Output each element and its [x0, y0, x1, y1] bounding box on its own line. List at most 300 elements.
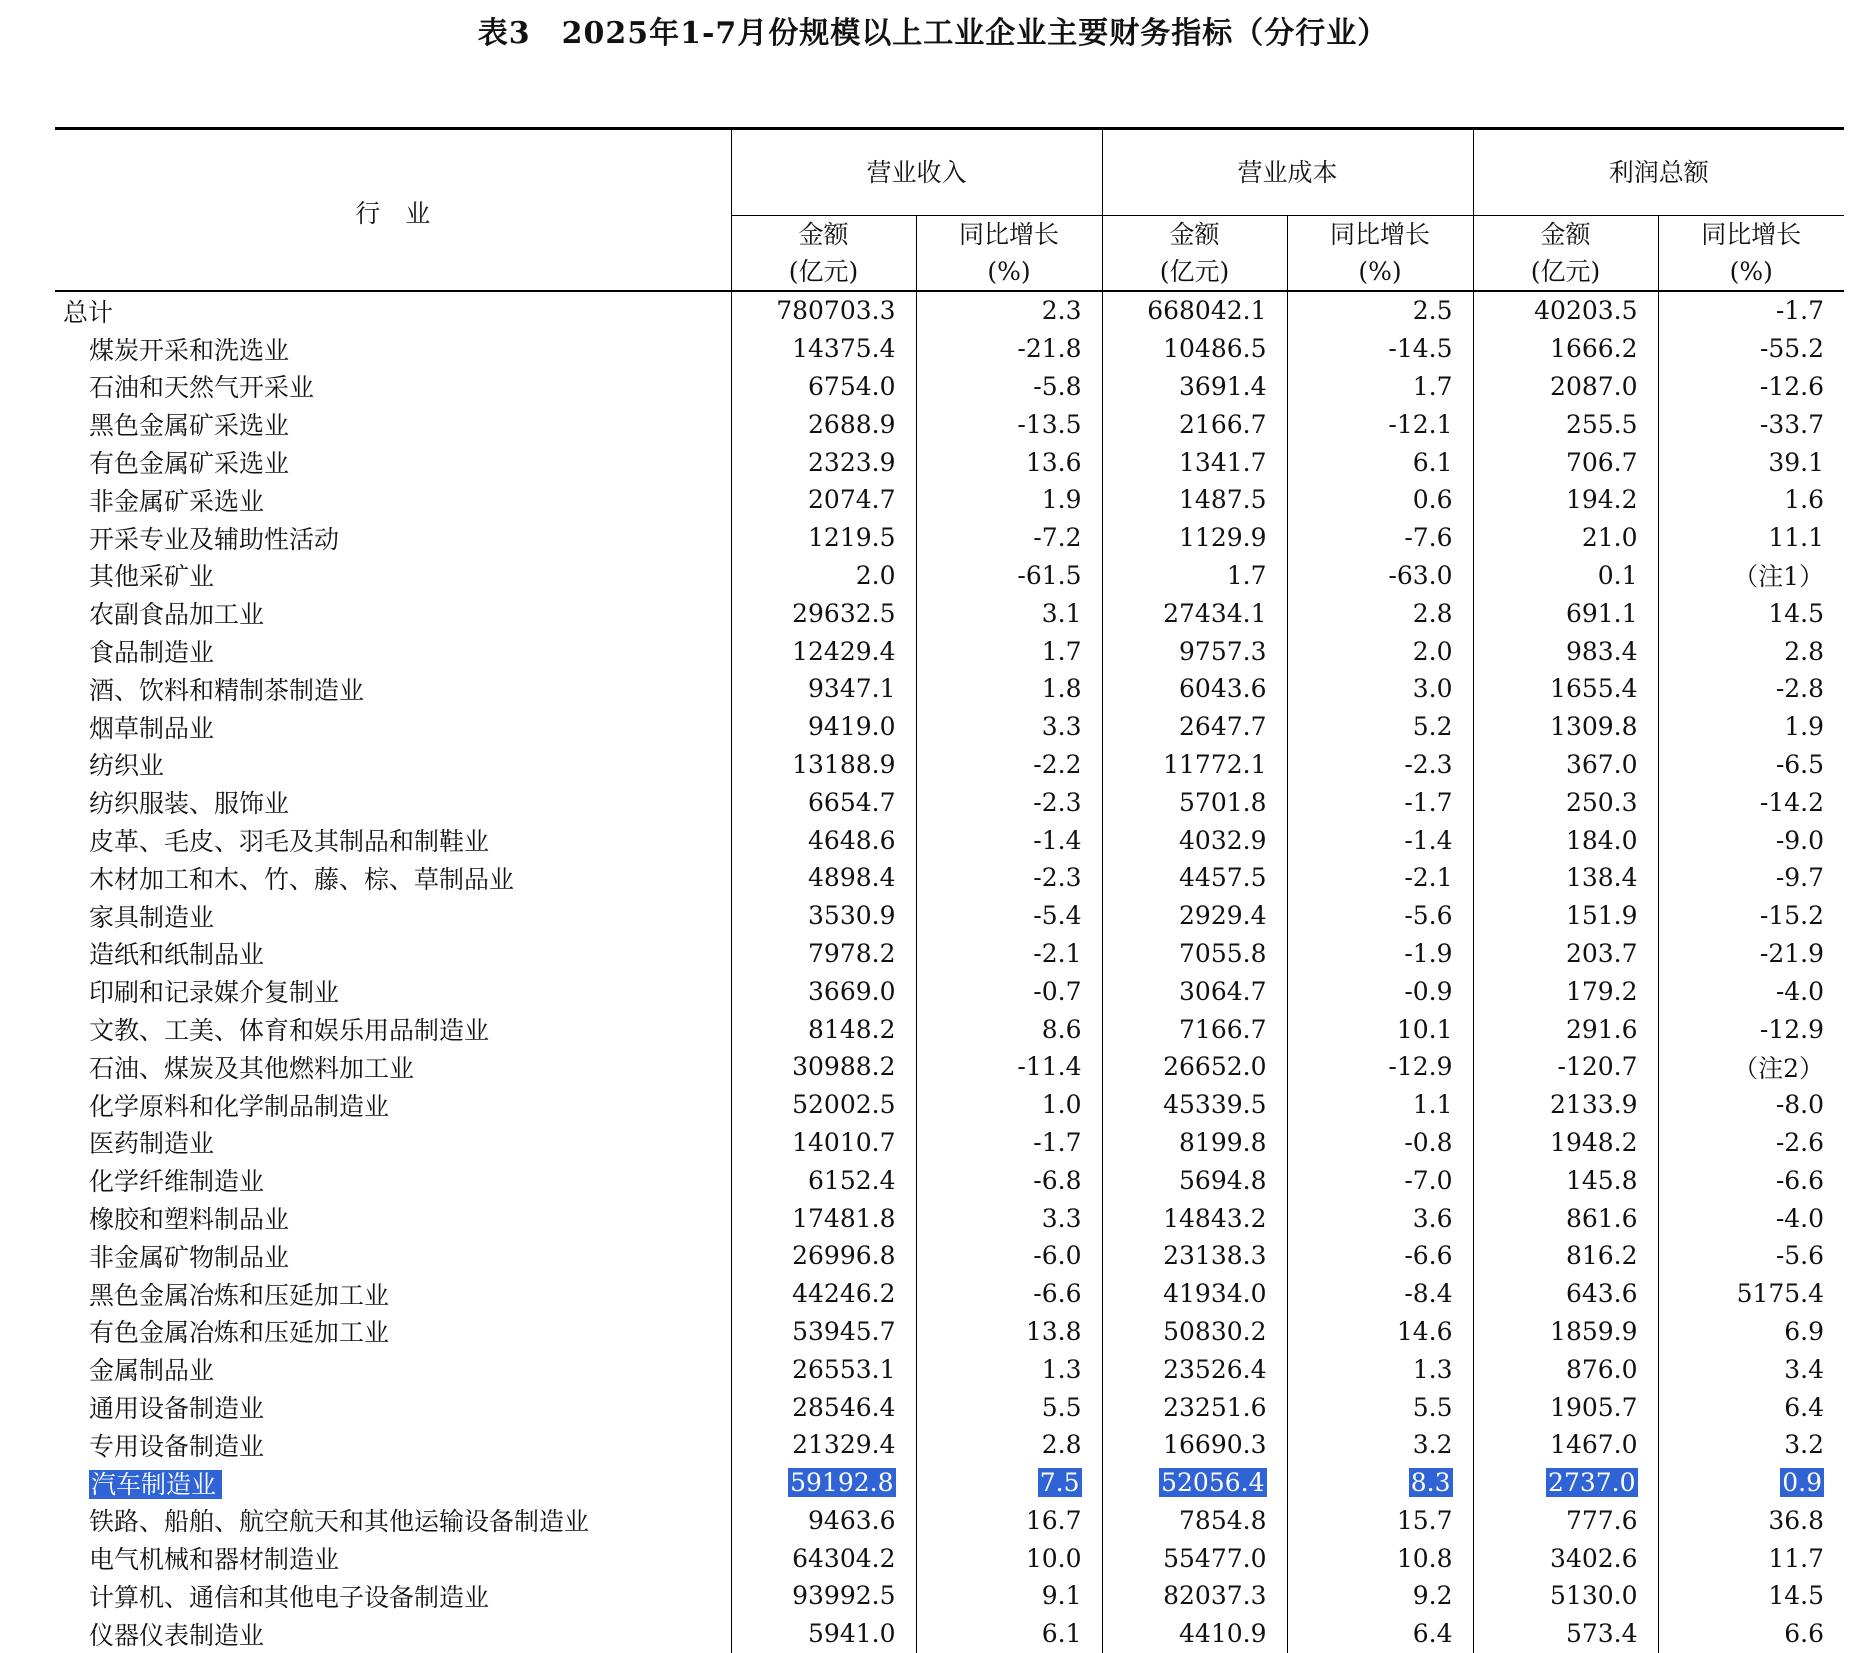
- profit-growth-cell: -12.9: [1658, 1010, 1844, 1048]
- revenue-growth-cell: 3.3: [916, 708, 1102, 746]
- cost-header: 营业成本: [1102, 129, 1473, 216]
- cost-growth-cell: -2.3: [1287, 746, 1473, 784]
- table-row: [55, 1010, 1844, 1048]
- cost-amount-cell: 6043.6: [1102, 670, 1287, 708]
- revenue-growth-cell: -0.7: [916, 972, 1102, 1010]
- revenue-growth-cell: 9.1: [916, 1577, 1102, 1615]
- cost-amount-cell: 5694.8: [1102, 1161, 1287, 1199]
- cost-growth-cell: 1.1: [1287, 1086, 1473, 1124]
- industry-name-cell: 文教、工美、体育和娱乐用品制造业: [89, 1016, 490, 1046]
- revenue-growth-cell: 1.7: [916, 632, 1102, 670]
- profit-amount-cell: 816.2: [1473, 1237, 1658, 1275]
- profit-amount-cell: 643.6: [1473, 1275, 1658, 1313]
- revenue-amount-cell: 14010.7: [731, 1124, 916, 1162]
- cost-amount-cell: 4032.9: [1102, 821, 1287, 859]
- industry-name-cell: 木材加工和木、竹、藤、棕、草制品业: [89, 864, 515, 894]
- revenue-amount-cell: 2074.7: [731, 481, 916, 519]
- industry-name-cell: 化学原料和化学制品制造业: [89, 1091, 390, 1121]
- cost-growth-cell: 10.1: [1287, 1010, 1473, 1048]
- profit-growth-cell: -4.0: [1658, 972, 1844, 1010]
- cost-growth-cell: 2.8: [1287, 594, 1473, 632]
- cost-amount-cell: 2166.7: [1102, 405, 1287, 443]
- cost-amount-cell: 3691.4: [1102, 368, 1287, 406]
- industry-name-cell: 汽车制造业: [55, 1464, 731, 1502]
- table-row: [55, 783, 1844, 821]
- industry-name-cell: 有色金属冶炼和压延加工业: [89, 1318, 390, 1348]
- cost-growth-cell: 6.4: [1287, 1615, 1473, 1653]
- revenue-amount-cell: 26553.1: [731, 1350, 916, 1388]
- cost-amount-cell: 16690.3: [1102, 1426, 1287, 1464]
- industry-name-cell: 家具制造业: [89, 902, 215, 932]
- cost-amount-cell: 1487.5: [1102, 481, 1287, 519]
- profit-amount-cell: 250.3: [1473, 783, 1658, 821]
- profit-header: 利润总额: [1473, 129, 1844, 216]
- revenue-amount-cell: 9347.1: [731, 670, 916, 708]
- profit-growth-cell: 3.2: [1658, 1426, 1844, 1464]
- cost-growth-cell: 3.0: [1287, 670, 1473, 708]
- revenue-growth-cell: 1.3: [916, 1350, 1102, 1388]
- industry-name-cell: 纺织服装、服饰业: [89, 789, 290, 819]
- cost-growth-cell: 14.6: [1287, 1313, 1473, 1351]
- profit-amount-cell: 40203.5: [1473, 291, 1658, 330]
- table-row: [55, 557, 1844, 595]
- profit-amount-cell: 255.5: [1473, 405, 1658, 443]
- profit-growth-cell: -2.6: [1658, 1124, 1844, 1162]
- profit-amount-cell: 691.1: [1473, 594, 1658, 632]
- cost-amount-cell: 4410.9: [1102, 1615, 1287, 1653]
- cost-growth-cell: 0.6: [1287, 481, 1473, 519]
- industry-name-cell: 皮革、毛皮、羽毛及其制品和制鞋业: [89, 827, 490, 857]
- profit-amount-header: 金额 (亿元): [1473, 216, 1658, 292]
- revenue-growth-cell: -6.8: [916, 1161, 1102, 1199]
- profit-growth-cell: 1.6: [1658, 481, 1844, 519]
- revenue-growth-cell: -13.5: [916, 405, 1102, 443]
- industry-name-cell: 医药制造业: [89, 1129, 215, 1159]
- industry-name-cell: 专用设备制造业: [89, 1431, 265, 1461]
- table-row: [55, 594, 1844, 632]
- cost-amount-cell: 41934.0: [1102, 1275, 1287, 1313]
- revenue-growth-cell: 13.8: [916, 1313, 1102, 1351]
- cost-growth-cell: -1.7: [1287, 783, 1473, 821]
- table-row: [55, 935, 1844, 973]
- profit-amount-cell: 1467.0: [1473, 1426, 1658, 1464]
- table-row: [55, 519, 1844, 557]
- cost-growth-cell: -12.9: [1287, 1048, 1473, 1086]
- profit-growth-cell: 6.4: [1658, 1388, 1844, 1426]
- profit-growth-cell: -5.6: [1658, 1237, 1844, 1275]
- revenue-amount-cell: 13188.9: [731, 746, 916, 784]
- profit-growth-cell: -4.0: [1658, 1199, 1844, 1237]
- industry-header: 行 业: [55, 129, 731, 292]
- cost-growth-cell: 2.5: [1287, 291, 1473, 330]
- profit-amount-cell: 151.9: [1473, 897, 1658, 935]
- revenue-amount-cell: 9463.6: [731, 1502, 916, 1540]
- cost-amount-cell: 11772.1: [1102, 746, 1287, 784]
- revenue-amount-cell: 30988.2: [731, 1048, 916, 1086]
- revenue-growth-cell: -2.2: [916, 746, 1102, 784]
- profit-amount-cell: 184.0: [1473, 821, 1658, 859]
- profit-growth-cell: -33.7: [1658, 405, 1844, 443]
- revenue-growth-cell: -6.0: [916, 1237, 1102, 1275]
- cost-amount-cell: 45339.5: [1102, 1086, 1287, 1124]
- cost-amount-cell: 1.7: [1102, 557, 1287, 595]
- cost-growth-cell: -1.9: [1287, 935, 1473, 973]
- revenue-amount-header: 金额 (亿元): [731, 216, 916, 292]
- cost-growth-cell: -6.6: [1287, 1237, 1473, 1275]
- profit-growth-cell: -55.2: [1658, 330, 1844, 368]
- cost-amount-cell: 3064.7: [1102, 972, 1287, 1010]
- profit-growth-cell: 14.5: [1658, 1577, 1844, 1615]
- profit-amount-cell: 706.7: [1473, 443, 1658, 481]
- industry-name-cell: 总计: [63, 297, 114, 327]
- revenue-amount-cell: 780703.3: [731, 291, 916, 330]
- revenue-amount-cell: 4898.4: [731, 859, 916, 897]
- table-row: [55, 1086, 1844, 1124]
- revenue-amount-cell: 44246.2: [731, 1275, 916, 1313]
- revenue-growth-cell: 6.1: [916, 1615, 1102, 1653]
- cost-amount-cell: 23251.6: [1102, 1388, 1287, 1426]
- profit-growth-cell: -6.6: [1658, 1161, 1844, 1199]
- revenue-growth-cell: 2.3: [916, 291, 1102, 330]
- table-row: [55, 443, 1844, 481]
- industry-name-cell: 化学纤维制造业: [89, 1167, 265, 1197]
- cost-amount-cell: 14843.2: [1102, 1199, 1287, 1237]
- revenue-growth-cell: 16.7: [916, 1502, 1102, 1540]
- table-row: [55, 1615, 1844, 1653]
- cost-amount-cell: 10486.5: [1102, 330, 1287, 368]
- profit-amount-cell: 1309.8: [1473, 708, 1658, 746]
- cost-growth-cell: -63.0: [1287, 557, 1473, 595]
- revenue-amount-cell: 6754.0: [731, 368, 916, 406]
- revenue-amount-cell: 12429.4: [731, 632, 916, 670]
- cost-growth-cell: -8.4: [1287, 1275, 1473, 1313]
- revenue-growth-cell: 7.5: [916, 1464, 1102, 1502]
- industry-name-cell: 铁路、船舶、航空航天和其他运输设备制造业: [89, 1507, 590, 1537]
- industry-name-cell: 仪器仪表制造业: [89, 1620, 265, 1650]
- table-row: [55, 1048, 1844, 1086]
- revenue-amount-cell: 3669.0: [731, 972, 916, 1010]
- profit-amount-cell: 861.6: [1473, 1199, 1658, 1237]
- industry-name-cell: 黑色金属冶炼和压延加工业: [89, 1280, 390, 1310]
- cost-growth-cell: -14.5: [1287, 330, 1473, 368]
- profit-growth-cell: 6.9: [1658, 1313, 1844, 1351]
- industry-name-cell: 非金属矿物制品业: [89, 1242, 290, 1272]
- profit-amount-cell: 983.4: [1473, 632, 1658, 670]
- table-row: [55, 1237, 1844, 1275]
- cost-amount-cell: 50830.2: [1102, 1313, 1287, 1351]
- revenue-growth-cell: 13.6: [916, 443, 1102, 481]
- table-row: [55, 1161, 1844, 1199]
- table-row: [55, 670, 1844, 708]
- profit-amount-cell: 145.8: [1473, 1161, 1658, 1199]
- profit-amount-cell: 203.7: [1473, 935, 1658, 973]
- industry-name-cell: 印刷和记录媒介复制业: [89, 978, 340, 1008]
- cost-growth-cell: 5.2: [1287, 708, 1473, 746]
- cost-growth-cell: 6.1: [1287, 443, 1473, 481]
- profit-growth-cell: 2.8: [1658, 632, 1844, 670]
- revenue-amount-cell: 2688.9: [731, 405, 916, 443]
- revenue-amount-cell: 6654.7: [731, 783, 916, 821]
- revenue-growth-cell: 3.3: [916, 1199, 1102, 1237]
- revenue-amount-cell: 5941.0: [731, 1615, 916, 1653]
- revenue-header: 营业收入: [731, 129, 1102, 216]
- profit-growth-cell: -12.6: [1658, 368, 1844, 406]
- table-row: [55, 368, 1844, 406]
- table-row: [55, 330, 1844, 368]
- profit-growth-cell: -6.5: [1658, 746, 1844, 784]
- revenue-amount-cell: 4648.6: [731, 821, 916, 859]
- profit-amount-cell: 1948.2: [1473, 1124, 1658, 1162]
- profit-growth-cell: -9.7: [1658, 859, 1844, 897]
- cost-amount-cell: 1129.9: [1102, 519, 1287, 557]
- revenue-growth-cell: -7.2: [916, 519, 1102, 557]
- revenue-growth-cell: 1.8: [916, 670, 1102, 708]
- cost-amount-header: 金额 (亿元): [1102, 216, 1287, 292]
- profit-growth-cell: 11.1: [1658, 519, 1844, 557]
- table-row: [55, 746, 1844, 784]
- revenue-amount-cell: 64304.2: [731, 1539, 916, 1577]
- revenue-growth-cell: -2.1: [916, 935, 1102, 973]
- revenue-growth-cell: -1.4: [916, 821, 1102, 859]
- profit-amount-cell: 367.0: [1473, 746, 1658, 784]
- cost-amount-cell: 82037.3: [1102, 1577, 1287, 1615]
- cost-growth-cell: 2.0: [1287, 632, 1473, 670]
- table-row: [55, 859, 1844, 897]
- profit-amount-cell: 21.0: [1473, 519, 1658, 557]
- profit-amount-cell: 291.6: [1473, 1010, 1658, 1048]
- industry-name-cell: 其他采矿业: [89, 562, 215, 592]
- cost-growth-header: 同比增长 (%): [1287, 216, 1473, 292]
- revenue-growth-cell: 5.5: [916, 1388, 1102, 1426]
- revenue-amount-cell: 2.0: [731, 557, 916, 595]
- cost-growth-cell: -12.1: [1287, 405, 1473, 443]
- industry-name-cell: 通用设备制造业: [89, 1394, 265, 1423]
- revenue-growth-cell: -1.7: [916, 1124, 1102, 1162]
- cost-amount-cell: 23138.3: [1102, 1237, 1287, 1275]
- profit-growth-cell: 6.6: [1658, 1615, 1844, 1653]
- industry-name-cell: 酒、饮料和精制茶制造业: [89, 675, 365, 705]
- profit-amount-cell: -120.7: [1473, 1048, 1658, 1086]
- cost-amount-cell: 1341.7: [1102, 443, 1287, 481]
- revenue-growth-cell: 8.6: [916, 1010, 1102, 1048]
- cost-growth-cell: -1.4: [1287, 821, 1473, 859]
- revenue-growth-cell: 1.9: [916, 481, 1102, 519]
- revenue-growth-cell: -2.3: [916, 859, 1102, 897]
- cost-amount-cell: 23526.4: [1102, 1350, 1287, 1388]
- revenue-amount-cell: 53945.7: [731, 1313, 916, 1351]
- cost-growth-cell: 15.7: [1287, 1502, 1473, 1540]
- table-row: [55, 1426, 1844, 1464]
- revenue-amount-cell: 59192.8: [731, 1464, 916, 1502]
- cost-amount-cell: 7166.7: [1102, 1010, 1287, 1048]
- industry-name-cell: 非金属矿采选业: [89, 486, 265, 516]
- revenue-growth-cell: 3.1: [916, 594, 1102, 632]
- revenue-amount-cell: 17481.8: [731, 1199, 916, 1237]
- revenue-amount-cell: 9419.0: [731, 708, 916, 746]
- revenue-amount-cell: 7978.2: [731, 935, 916, 973]
- profit-growth-cell: -14.2: [1658, 783, 1844, 821]
- industry-name-cell: 农副食品加工业: [89, 600, 265, 630]
- cost-amount-cell: 55477.0: [1102, 1539, 1287, 1577]
- industry-name-cell: 黑色金属矿采选业: [89, 411, 290, 441]
- table-row: [55, 481, 1844, 519]
- industry-name-cell: 煤炭开采和洗选业: [89, 335, 290, 365]
- revenue-amount-cell: 93992.5: [731, 1577, 916, 1615]
- revenue-amount-cell: 21329.4: [731, 1426, 916, 1464]
- profit-growth-cell: 1.9: [1658, 708, 1844, 746]
- industry-name-cell: 有色金属矿采选业: [89, 449, 290, 479]
- profit-growth-cell: 5175.4: [1658, 1275, 1844, 1313]
- profit-amount-cell: 1859.9: [1473, 1313, 1658, 1351]
- cost-growth-cell: 5.5: [1287, 1388, 1473, 1426]
- industry-name-cell: 烟草制品业: [89, 713, 215, 743]
- profit-growth-cell: （注2）: [1658, 1048, 1844, 1086]
- profit-growth-cell: -21.9: [1658, 935, 1844, 973]
- table-row: [55, 632, 1844, 670]
- revenue-amount-cell: 14375.4: [731, 330, 916, 368]
- cost-growth-cell: -7.0: [1287, 1161, 1473, 1199]
- profit-amount-cell: 573.4: [1473, 1615, 1658, 1653]
- industry-name-cell: 食品制造业: [89, 638, 215, 668]
- cost-growth-cell: 10.8: [1287, 1539, 1473, 1577]
- revenue-growth-header: 同比增长 (%): [916, 216, 1102, 292]
- revenue-amount-cell: 1219.5: [731, 519, 916, 557]
- cost-growth-cell: -2.1: [1287, 859, 1473, 897]
- revenue-amount-cell: 8148.2: [731, 1010, 916, 1048]
- profit-amount-cell: 3402.6: [1473, 1539, 1658, 1577]
- table-row: [55, 1577, 1844, 1615]
- profit-amount-cell: 2087.0: [1473, 368, 1658, 406]
- cost-amount-cell: 5701.8: [1102, 783, 1287, 821]
- revenue-amount-cell: 52002.5: [731, 1086, 916, 1124]
- cost-growth-cell: 9.2: [1287, 1577, 1473, 1615]
- profit-amount-cell: 179.2: [1473, 972, 1658, 1010]
- profit-growth-cell: 36.8: [1658, 1502, 1844, 1540]
- revenue-growth-cell: -5.4: [916, 897, 1102, 935]
- financial-indicators-table: [55, 127, 1840, 1653]
- cost-growth-cell: 8.3: [1287, 1464, 1473, 1502]
- cost-amount-cell: 27434.1: [1102, 594, 1287, 632]
- cost-growth-cell: -7.6: [1287, 519, 1473, 557]
- profit-amount-cell: 2737.0: [1473, 1464, 1658, 1502]
- revenue-growth-cell: -61.5: [916, 557, 1102, 595]
- industry-name-cell: 计算机、通信和其他电子设备制造业: [89, 1582, 490, 1612]
- revenue-amount-cell: 29632.5: [731, 594, 916, 632]
- revenue-amount-cell: 6152.4: [731, 1161, 916, 1199]
- table-row: [55, 972, 1844, 1010]
- profit-growth-cell: 0.9: [1658, 1464, 1844, 1502]
- revenue-growth-cell: 10.0: [916, 1539, 1102, 1577]
- industry-name-cell: 石油和天然气开采业: [89, 373, 315, 403]
- table-row: [55, 1388, 1844, 1426]
- industry-name-cell: 橡胶和塑料制品业: [89, 1205, 290, 1235]
- table-row: [55, 1539, 1844, 1577]
- revenue-growth-cell: -11.4: [916, 1048, 1102, 1086]
- profit-amount-cell: 1905.7: [1473, 1388, 1658, 1426]
- cost-amount-cell: 668042.1: [1102, 291, 1287, 330]
- cost-growth-cell: -5.6: [1287, 897, 1473, 935]
- profit-amount-cell: 194.2: [1473, 481, 1658, 519]
- profit-amount-cell: 5130.0: [1473, 1577, 1658, 1615]
- industry-name-cell: 石油、煤炭及其他燃料加工业: [89, 1053, 415, 1083]
- cost-amount-cell: 2647.7: [1102, 708, 1287, 746]
- profit-growth-cell: -15.2: [1658, 897, 1844, 935]
- profit-amount-cell: 777.6: [1473, 1502, 1658, 1540]
- page-title: 表3 2025年1-7月份规模以上工业企业主要财务指标（分行业）: [477, 16, 1389, 51]
- profit-growth-cell: 3.4: [1658, 1350, 1844, 1388]
- cost-growth-cell: -0.9: [1287, 972, 1473, 1010]
- industry-name-cell: 造纸和纸制品业: [89, 940, 265, 970]
- table-row: [55, 1313, 1844, 1351]
- cost-amount-cell: 7055.8: [1102, 935, 1287, 973]
- cost-growth-cell: 3.2: [1287, 1426, 1473, 1464]
- profit-growth-cell: 39.1: [1658, 443, 1844, 481]
- cost-growth-cell: 1.7: [1287, 368, 1473, 406]
- table-row: [55, 708, 1844, 746]
- cost-amount-cell: 7854.8: [1102, 1502, 1287, 1540]
- profit-growth-cell: 11.7: [1658, 1539, 1844, 1577]
- profit-amount-cell: 876.0: [1473, 1350, 1658, 1388]
- profit-growth-cell: -8.0: [1658, 1086, 1844, 1124]
- cost-growth-cell: 3.6: [1287, 1199, 1473, 1237]
- revenue-growth-cell: -6.6: [916, 1275, 1102, 1313]
- table-row: [55, 1464, 1844, 1502]
- table-row: [55, 405, 1844, 443]
- cost-amount-cell: 52056.4: [1102, 1464, 1287, 1502]
- profit-amount-cell: 1655.4: [1473, 670, 1658, 708]
- table-row: [55, 1502, 1844, 1540]
- table-row: [55, 291, 1844, 330]
- revenue-amount-cell: 28546.4: [731, 1388, 916, 1426]
- industry-name-cell: 纺织业: [89, 751, 165, 781]
- industry-name-cell: 开采专业及辅助性活动: [89, 524, 340, 554]
- revenue-amount-cell: 2323.9: [731, 443, 916, 481]
- industry-name-cell: 金属制品业: [89, 1356, 215, 1386]
- revenue-growth-cell: -5.8: [916, 368, 1102, 406]
- revenue-growth-cell: 1.0: [916, 1086, 1102, 1124]
- table-row: [55, 1124, 1844, 1162]
- cost-growth-cell: -0.8: [1287, 1124, 1473, 1162]
- profit-amount-cell: 0.1: [1473, 557, 1658, 595]
- table-row: [55, 1199, 1844, 1237]
- revenue-growth-cell: 2.8: [916, 1426, 1102, 1464]
- profit-growth-cell: -1.7: [1658, 291, 1844, 330]
- table-row: [55, 1275, 1844, 1313]
- cost-amount-cell: 4457.5: [1102, 859, 1287, 897]
- table-row: [55, 1350, 1844, 1388]
- profit-growth-cell: -9.0: [1658, 821, 1844, 859]
- revenue-amount-cell: 26996.8: [731, 1237, 916, 1275]
- industry-name-cell: 电气机械和器材制造业: [89, 1545, 340, 1575]
- cost-amount-cell: 8199.8: [1102, 1124, 1287, 1162]
- profit-amount-cell: 2133.9: [1473, 1086, 1658, 1124]
- revenue-amount-cell: 3530.9: [731, 897, 916, 935]
- profit-growth-cell: -2.8: [1658, 670, 1844, 708]
- revenue-growth-cell: -21.8: [916, 330, 1102, 368]
- cost-amount-cell: 9757.3: [1102, 632, 1287, 670]
- profit-growth-cell: （注1）: [1658, 557, 1844, 595]
- table-row: [55, 821, 1844, 859]
- revenue-growth-cell: -2.3: [916, 783, 1102, 821]
- profit-growth-header: 同比增长 (%): [1658, 216, 1844, 292]
- profit-amount-cell: 1666.2: [1473, 330, 1658, 368]
- profit-growth-cell: 14.5: [1658, 594, 1844, 632]
- cost-growth-cell: 1.3: [1287, 1350, 1473, 1388]
- cost-amount-cell: 2929.4: [1102, 897, 1287, 935]
- profit-amount-cell: 138.4: [1473, 859, 1658, 897]
- table-row: [55, 897, 1844, 935]
- cost-amount-cell: 26652.0: [1102, 1048, 1287, 1086]
